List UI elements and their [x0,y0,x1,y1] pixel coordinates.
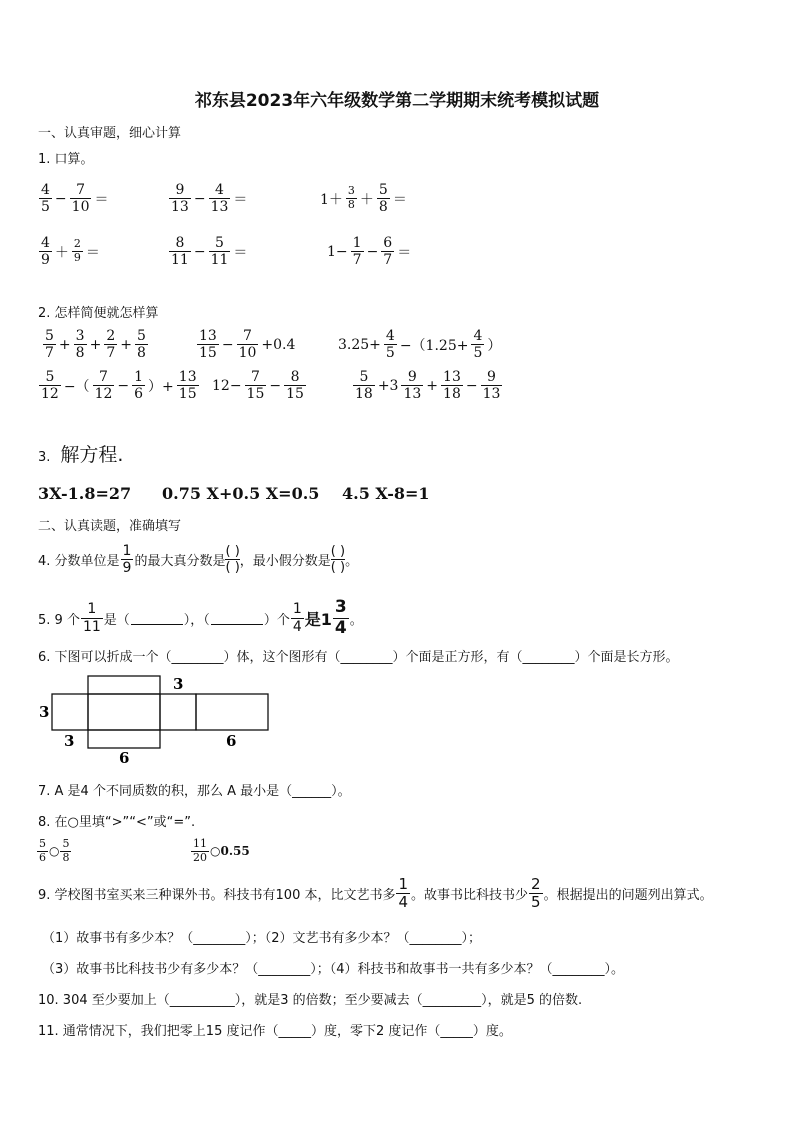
equation-3: 4.5 X-8=1 [342,484,430,503]
question-2-label: 2. 怎样简便就怎样算 [38,306,159,321]
q2-expr-2: $\frac{13}{15}$ − $\frac{7}{10}$ +0.4 [199,328,296,362]
q2-expr-5: 12− $\frac{7}{15}$ − $\frac{8}{15}$ [212,369,304,403]
question-3: 3. 解方程. [38,440,123,467]
question-9-parts-1-2: （1）故事书有多少本？（________）；（2）文艺书有多少本？（________）； [42,931,482,946]
question-9-parts-3-4: （3）故事书比科技书少有多少本？（________）；（4）科技书和故事书一共有多少本？（________）。 [42,962,625,977]
net-face-bottom [88,730,160,748]
compare-circle[interactable]: ○ [49,844,60,859]
equation-2: 0.75 X+0.5 X=0.5 [162,484,320,503]
cuboid-net-diagram [36,672,276,766]
answer-blank[interactable]: ( ) ( ) [330,543,346,576]
q1-expr-6: 1− $\frac{1}{7}$ − $\frac{6}{7}$ ＝ [327,235,412,269]
question-11: 11. 通常情况下，我们把零上15 度记作（_____）度，零下2 度记作（_____）度。 [38,1024,512,1039]
q8-compare-1: $\frac{5}{6}$ ○ $\frac{5}{8}$ [39,837,70,864]
compare-circle[interactable]: ○ [210,844,221,859]
question-6: 6. 下图可以折成一个（________）体，这个图形有（________）个面是正方形，有（________）个面是长方形。 [38,650,679,665]
net-face-top [88,676,160,694]
net-face-right-square [160,694,196,730]
question-9: 9. 学校图书室买来三种课外书。科技书有100 本，比文艺书多 $\frac{1}{4}$ 。故事书比科技书少 $\frac{2}{5}$ 。根据提出的问题列出算式。 [38,875,713,912]
q2-expr-6: $\frac{5}{18}$ +3 $\frac{9}{13}$ + $\frac{13}{18}$ − $\frac{9}{13}$ [355,369,501,403]
equation-1: 3X-1.8=27 [38,484,132,503]
net-label-left: 3 [39,703,50,721]
q2-expr-1: $\frac{5}{7}$ + $\frac{3}{8}$ + $\frac{2}{7}$ + $\frac{5}{8}$ [45,328,146,362]
question-3-heading: 解方程. [60,444,124,466]
net-face-left [52,694,88,730]
q2-expr-3: 3.25+ $\frac{4}{5}$ −（1.25+ $\frac{4}{5}$ ） [338,328,502,362]
q1-expr-1: $\frac{4}{5}$ − $\frac{7}{10}$ ＝ [41,182,109,216]
net-label-bottom-center: 6 [119,749,130,766]
question-1-label: 1. 口算。 [38,152,94,167]
q8-compare-2: $\frac{11}{20}$ ○ 0.55 [193,837,250,864]
page-title: 祁东县2023年六年级数学第二学期期末统考模拟试题 [194,91,600,111]
q1-expr-4: $\frac{4}{9}$ ＋ $\frac{2}{9}$ ＝ [41,235,100,269]
net-label-bottom-left: 3 [64,732,75,750]
q1-expr-2: $\frac{9}{13}$ − $\frac{4}{13}$ ＝ [171,182,248,216]
section-heading-2: 二、认真读题，准确填写 [38,519,182,534]
answer-blank[interactable] [131,612,183,625]
net-label-bottom-right: 6 [226,732,237,750]
net-label-top: 3 [173,675,184,693]
question-4: 4. 分数单位是 $\frac{1}{9}$ 的最大真分数是 ( ) ( ) ，最小假分数是 ( ) ( ) 。 [38,543,359,577]
q2-expr-4: $\frac{5}{12}$ −（ $\frac{7}{12}$ − $\frac{1}{6}$ ）+ $\frac{13}{15}$ [41,369,197,403]
net-face-far-right [196,694,268,730]
q1-expr-5: $\frac{8}{11}$ − $\frac{5}{11}$ ＝ [171,235,248,269]
q1-expr-3: 1＋ $\frac{3}{8}$ ＋ $\frac{5}{8}$ ＝ [320,182,407,216]
question-10: 10. 304 至少要加上（__________），就是3 的倍数；至少要减去（_________），就是5 的倍数. [38,993,583,1008]
net-face-center [88,694,160,730]
answer-blank[interactable] [211,612,263,625]
question-5: 5. 9 个 $\frac{1}{11}$ 是（ ），（ ）个 $\frac{1}{4}$ 是1 $\frac{3}{4}$ 。 [38,597,363,638]
question-7: 7. A 是4 个不同质数的积，那么 A 最小是（______）。 [38,784,351,799]
question-8-label: 8. 在○里填“>”“<”或“=”. [38,815,196,830]
answer-blank[interactable]: ( ) ( ) [225,543,240,576]
section-heading-1: 一、认真审题，细心计算 [38,126,182,141]
